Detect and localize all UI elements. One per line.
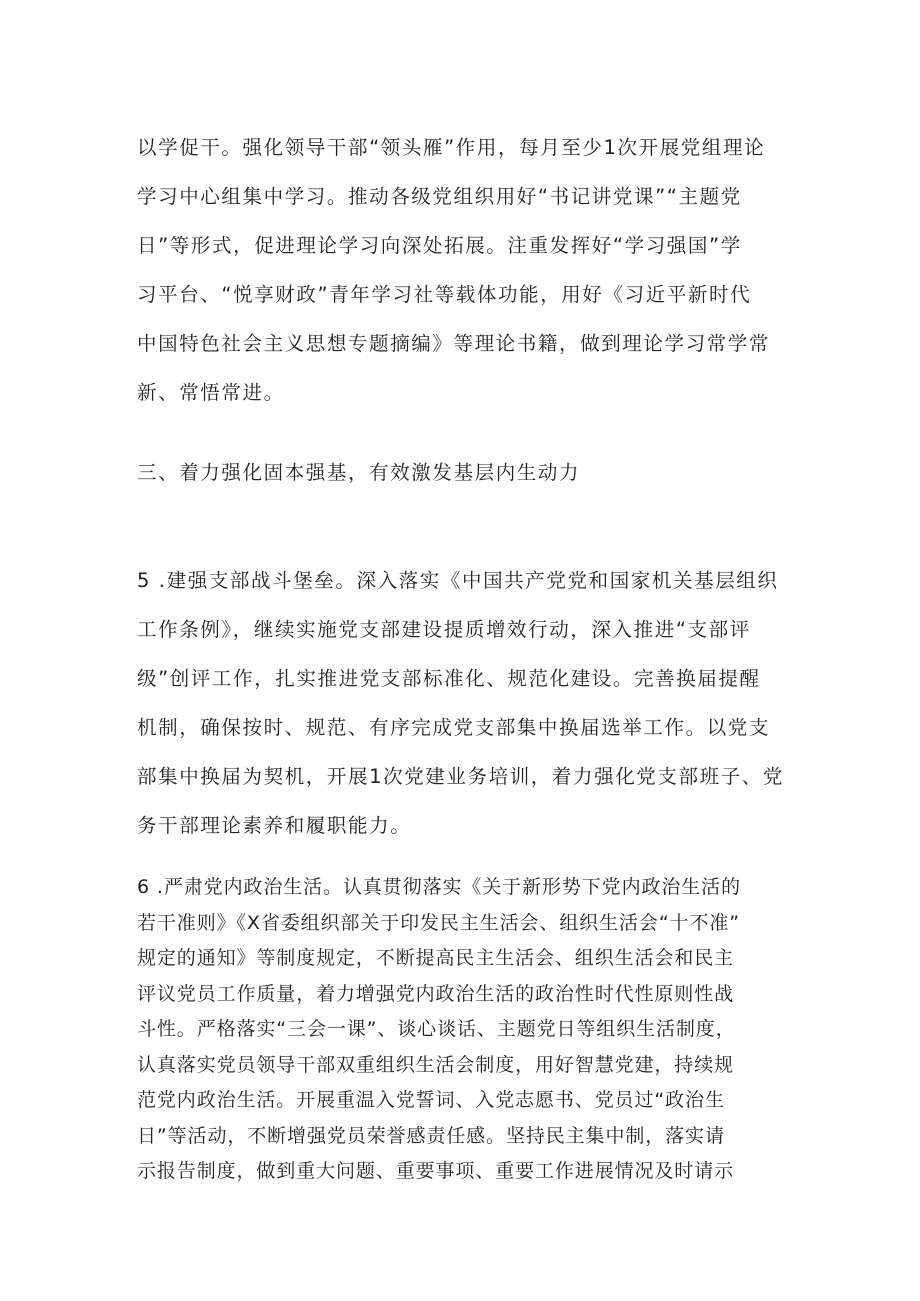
text-line: 级”创评工作，扎实推进党支部标准化、规范化建设。完善换届提醒: [137, 667, 761, 690]
text-line: 习平台、“悦享财政”青年学习社等载体功能，用好《习近平新时代: [137, 283, 752, 306]
paragraph-item-6: [137, 870, 787, 1190]
text-line: 务干部理论素养和履职能力。: [137, 814, 412, 837]
text-line: 评议党员工作质量，着力增强党内政治生活的政治性时代性原则性战: [137, 982, 735, 1005]
paragraph-study-promotion: [137, 123, 787, 417]
text-line: 斗性。严格落实“三会一课”、谈心谈话、主题党日等组织生活制度，: [137, 1018, 736, 1040]
text-line: 学习中心组集中学习。推动各级党组织用好“书记讲党课”“主题党: [137, 185, 742, 208]
text-line: 机制，确保按时、规范、有序完成党支部集中换届选举工作。以党支: [137, 716, 771, 739]
text-line: 若干准则》《X省委组织部关于印发民主生活会、组织生活会“十不准”: [137, 911, 741, 934]
section-heading-text: 三、着力强化固本强基，有效激发基层内生动力: [137, 461, 581, 484]
text-line: 日”等活动，不断增强党员荣誉感责任感。坚持民主集中制，落实请: [137, 1124, 725, 1147]
text-line: 5 .建强支部战斗堡垒。深入落实《中国共产党党和国家机关基层组织: [137, 569, 779, 592]
text-line: 范党内政治生活。开展重温入党誓词、入党志愿书、党员过“政治生: [137, 1089, 725, 1111]
text-line: 日”等形式，促进理论学习向深处拓展。注重发挥好“学习强国”学: [137, 234, 742, 257]
text-line: 认真落实党员领导干部双重组织生活会制度，用好智慧党建，持续规: [137, 1053, 735, 1076]
text-line: 规定的通知》等制度规定，不断提高民主生活会、组织生活会和民主: [137, 947, 735, 969]
text-line: 中国特色社会主义思想专题摘编》等理论书籍，做到理论学习常学常: [137, 332, 771, 355]
text-line: 6 .严肃党内政治生活。认真贯彻落实《关于新形势下党内政治生活的: [137, 876, 741, 898]
text-line: 示报告制度，做到重大问题、重要事项、重要工作进展情况及时请示: [137, 1160, 735, 1182]
text-line: 以学促干。强化领导干部“领头雁”作用，每月至少1次开展党组理论: [137, 136, 766, 159]
text-line: 部集中换届为契机，开展1次党建业务培训，着力强化党支部班子、党: [137, 765, 785, 788]
text-line: 工作条例》，继续实施党支部建设提质增效行动，深入推进“支部评: [137, 618, 751, 641]
paragraph-item-5: [137, 556, 787, 850]
section-heading: [137, 458, 787, 488]
text-line: 新、常悟常进。: [137, 381, 285, 404]
